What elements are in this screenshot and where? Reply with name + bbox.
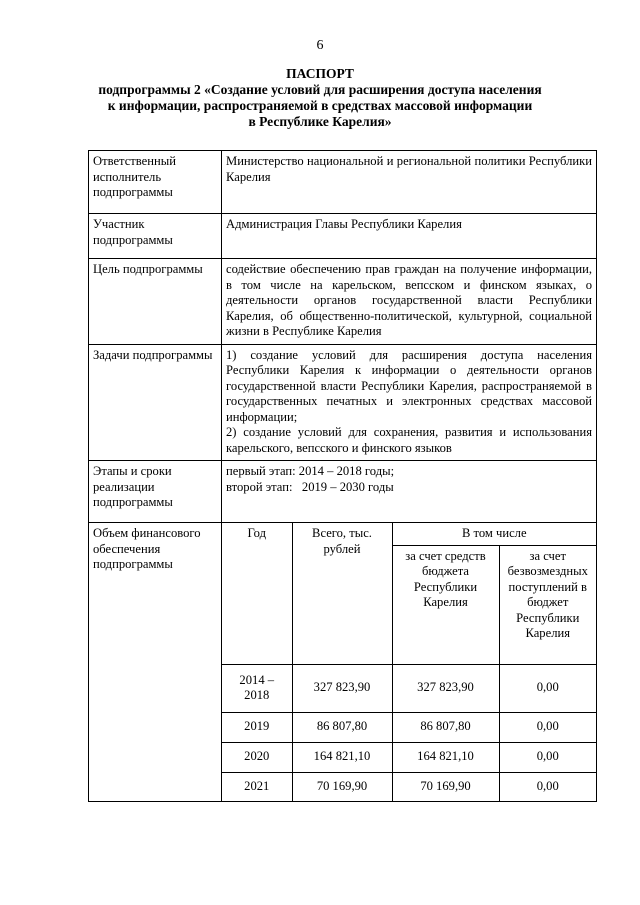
row-value: 1) создание условий для расширения доступа населения Республики Карелия к информации о деятельности органов государственной власти Республики Карелия, распространяемой в государственных печатных и электронных средствах массовой информации; 2) создание условий для сохранения, развития и использования карельского, вепсского и финского языков (222, 344, 597, 461)
cell-budget: 86 807,80 (392, 712, 499, 742)
cell-total: 86 807,80 (292, 712, 392, 742)
row-label: Этапы и сроки реализации подпрограммы (89, 461, 222, 523)
cell-grants: 0,00 (499, 664, 596, 712)
title-line-1: подпрограммы 2 «Создание условий для расширения доступа населения (98, 82, 542, 97)
table-row (222, 742, 596, 772)
cell-grants: 0,00 (499, 772, 596, 801)
table-row (89, 259, 597, 345)
financing-table (222, 523, 596, 801)
table-row (89, 214, 597, 259)
row-label: Цель подпрограммы (89, 259, 222, 345)
cell-total: 327 823,90 (292, 664, 392, 712)
header-total: Всего, тыс. рублей (292, 523, 392, 664)
header-grants: за счет безвозмездных поступлений в бюджет Республики Карелия (499, 545, 596, 664)
row-value: содействие обеспечению прав граждан на получение информации, в том числе на карельском, вепсском и финском языках, о деятельности органов государственной власти Республики Карелия, об общественно-политической, культурной, социальной жизни в Республике Карелия (222, 259, 597, 345)
table-row (89, 523, 597, 802)
table-row (222, 712, 596, 742)
table-row (89, 344, 597, 461)
row-value: Министерство национальной и региональной политики Республики Карелия (222, 151, 597, 214)
passport-table (88, 150, 597, 802)
row-label: Задачи подпрограммы (89, 344, 222, 461)
cell-year: 2021 (222, 772, 292, 801)
cell-total: 70 169,90 (292, 772, 392, 801)
table-row (222, 664, 596, 712)
cell-grants: 0,00 (499, 742, 596, 772)
cell-budget: 70 169,90 (392, 772, 499, 801)
table-row (89, 461, 597, 523)
title-line-3: в Республике Карелия» (248, 114, 392, 129)
row-value: Администрация Главы Республики Карелия (222, 214, 597, 259)
row-label: Ответственный исполнитель подпрограммы (89, 151, 222, 214)
header-budget: за счет средств бюджета Республики Карелия (392, 545, 499, 664)
title-heading: ПАСПОРТ (286, 66, 354, 81)
row-label: Участник подпрограммы (89, 214, 222, 259)
cell-total: 164 821,10 (292, 742, 392, 772)
cell-year: 2020 (222, 742, 292, 772)
page-number: 6 (316, 38, 324, 53)
cell-budget: 327 823,90 (392, 664, 499, 712)
row-label: Объем финансового обеспечения подпрограммы (89, 523, 222, 802)
table-row (222, 772, 596, 801)
cell-budget: 164 821,10 (392, 742, 499, 772)
header-year: Год (222, 523, 292, 664)
cell-year: 2019 (222, 712, 292, 742)
document-title (60, 66, 580, 130)
table-row (89, 151, 597, 214)
cell-grants: 0,00 (499, 712, 596, 742)
cell-year: 2014 – 2018 (222, 664, 292, 712)
header-including: В том числе (392, 523, 596, 545)
title-line-2: к информации, распространяемой в средствах массовой информации (107, 98, 533, 113)
row-value: первый этап: 2014 – 2018 годы; второй этап: 2019 – 2030 годы (222, 461, 597, 523)
financing-cell (222, 523, 597, 802)
